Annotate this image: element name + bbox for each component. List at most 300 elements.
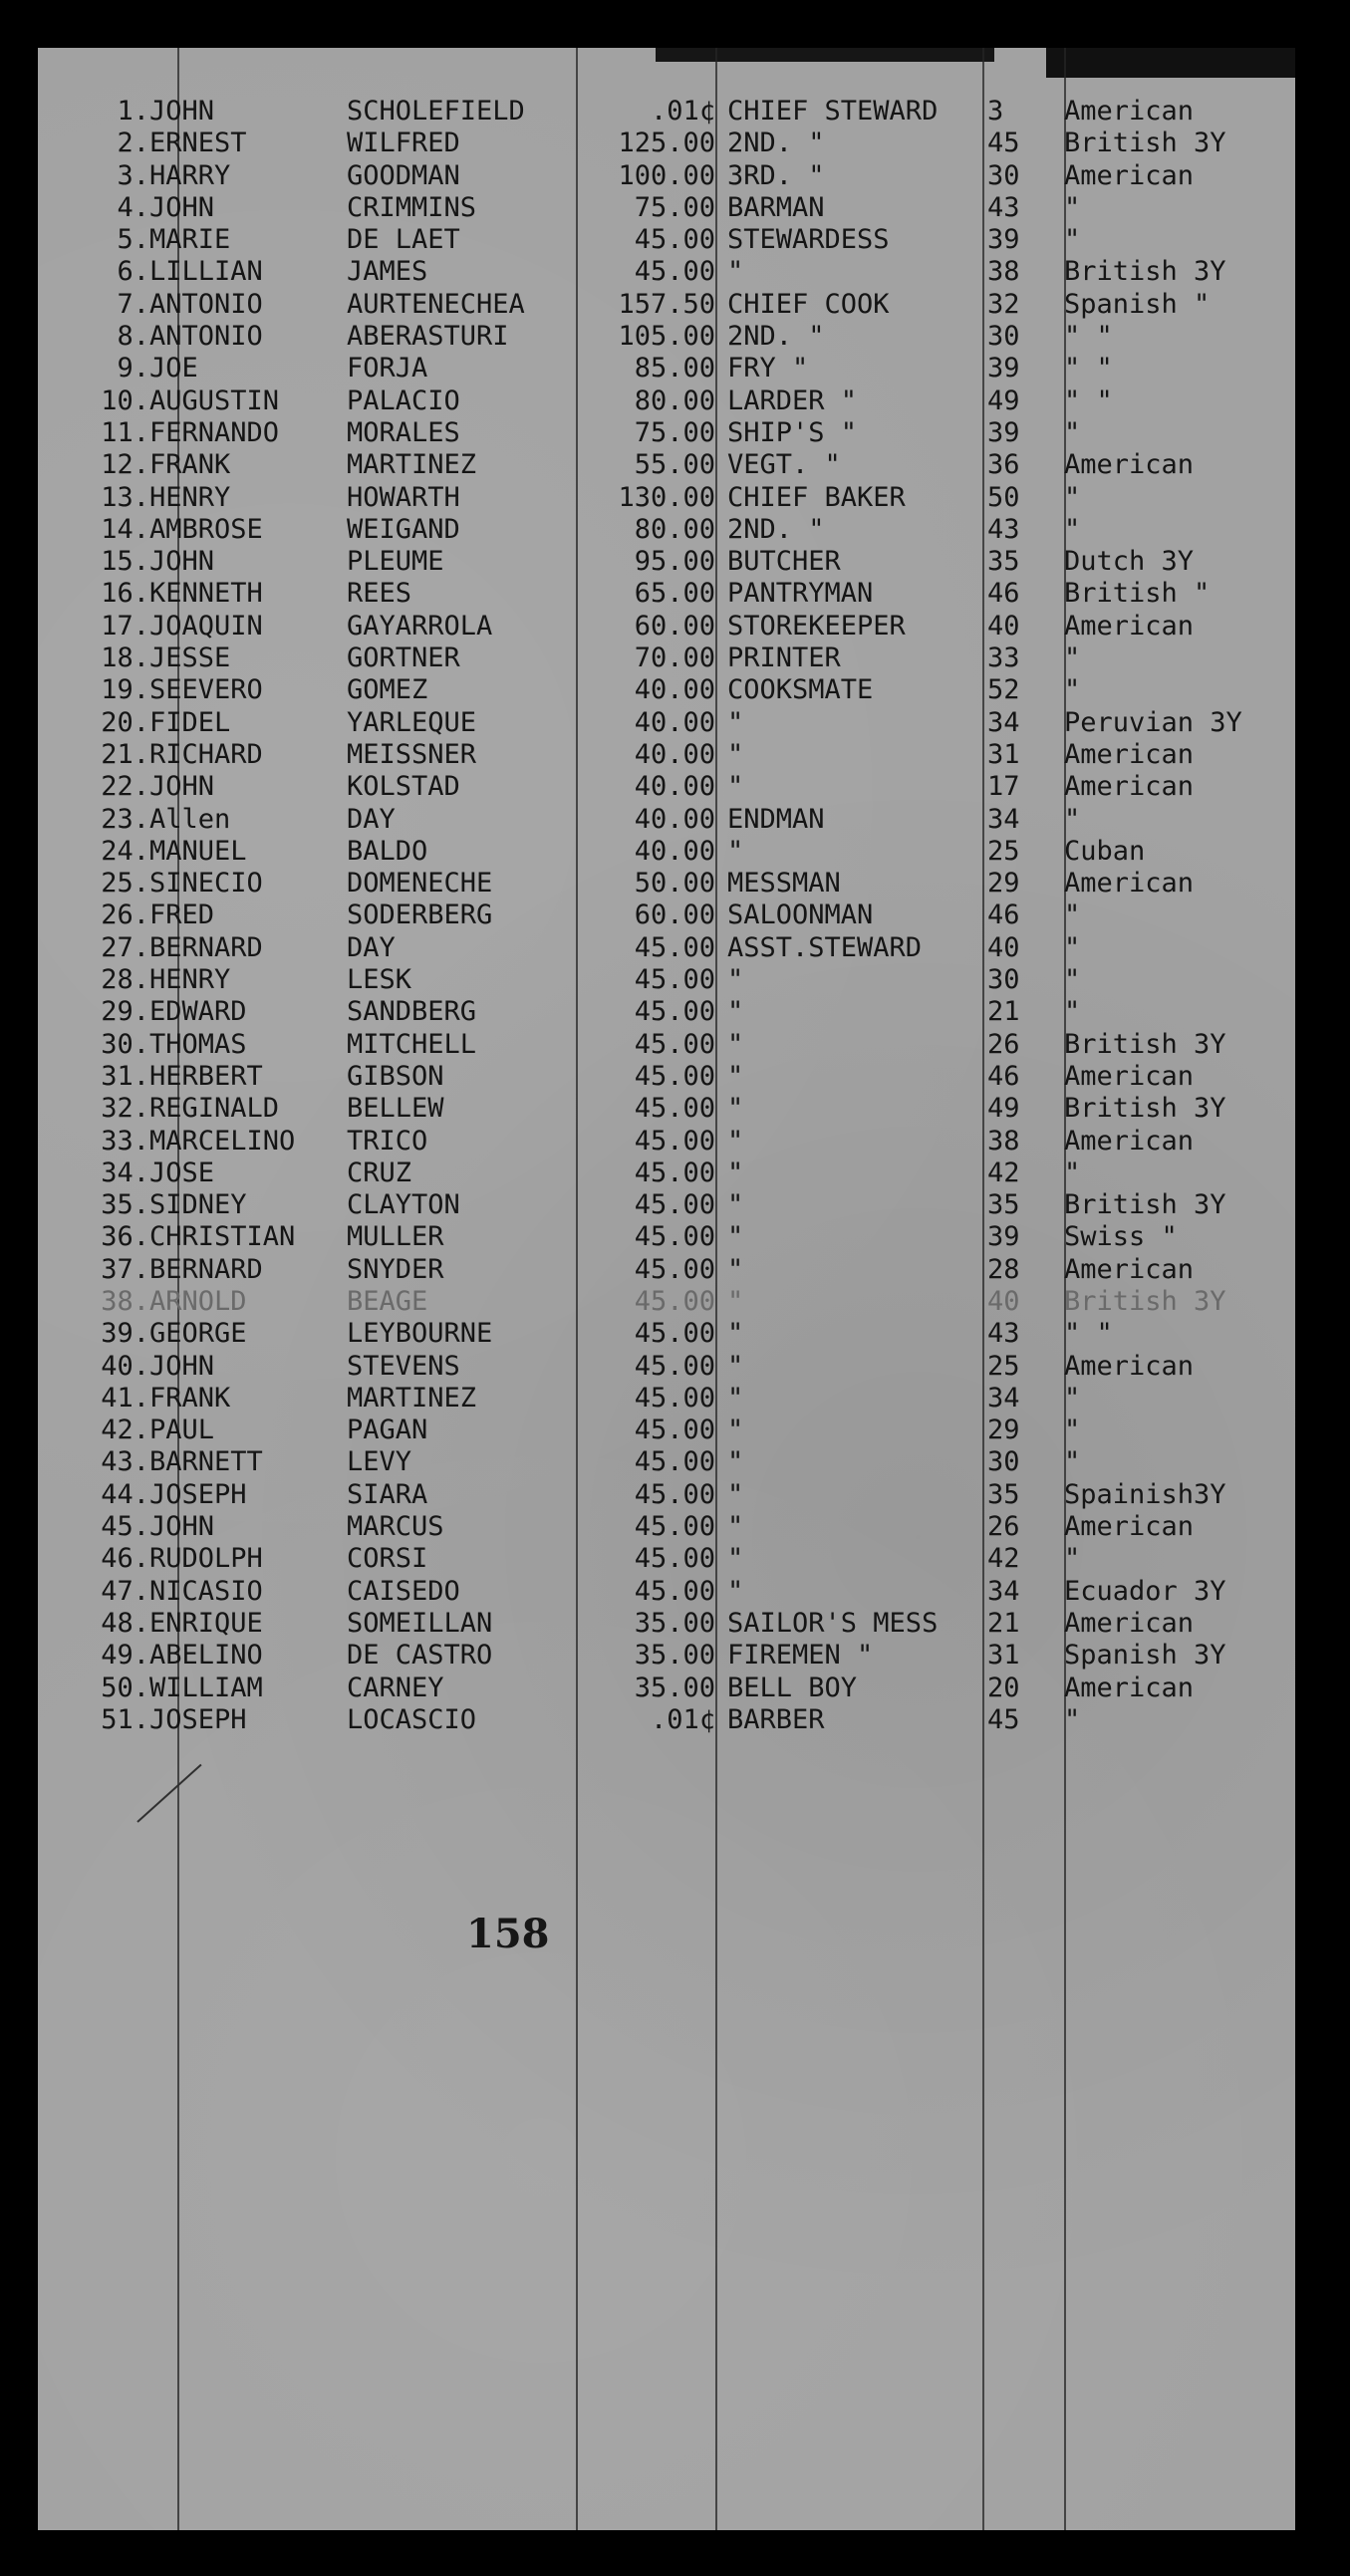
nationality: American [1064,868,1195,900]
first-name: CHRISTIAN [149,1221,296,1253]
pen-stroke [136,1764,201,1823]
crew-row [38,836,1295,868]
first-name: HARRY [149,159,231,191]
first-name: KENNETH [149,578,263,610]
scan-shadow-top [656,48,994,62]
nationality: American [1064,738,1195,770]
nationality: American [1064,610,1195,642]
scan-shadow-corner [1046,48,1295,78]
age: 38 [987,256,1020,288]
wage: 45.00 [634,256,715,288]
last-name: JAMES [347,256,428,288]
age: 52 [987,674,1020,706]
last-name: GOMEZ [347,674,428,706]
nationality: American [1064,1253,1195,1285]
first-name: JOHN [149,191,215,223]
wage: 45.00 [634,1253,715,1285]
position: " [727,1189,744,1221]
first-name: JOHN [149,546,215,578]
first-name: THOMAS [149,1028,247,1060]
position: " [727,1028,744,1060]
nationality: " [1064,1703,1081,1735]
age: 21 [987,1607,1020,1639]
first-name: EDWARD [149,996,247,1028]
row-number: 10. [101,385,149,416]
row-number: 46. [101,1543,149,1575]
first-name: AMBROSE [149,513,263,545]
crew-row [38,1061,1295,1093]
first-name: JESSE [149,643,231,674]
nationality: British 3Y [1064,256,1226,288]
last-name: BELLEW [347,1093,444,1125]
first-name: FRANK [149,449,231,481]
nationality: Dutch 3Y [1064,546,1195,578]
position: " [727,1093,744,1125]
age: 42 [987,1543,1020,1575]
nationality: Peruvian 3Y [1064,706,1242,738]
crew-row [38,160,1295,192]
age: 43 [987,513,1020,545]
crew-row [38,289,1295,321]
age: 43 [987,191,1020,223]
nationality: British 3Y [1064,1189,1226,1221]
wage: 45.00 [634,1060,715,1092]
nationality: " [1064,481,1081,513]
nationality: American [1064,1125,1195,1157]
wage: 40.00 [634,803,715,835]
position: SHIP'S " [727,416,858,448]
position: " [727,771,744,803]
last-name: MARTINEZ [347,1382,477,1414]
wage: 45.00 [634,1093,715,1125]
last-name: PAGAN [347,1415,428,1446]
nationality: " [1064,1415,1081,1446]
position: " [727,1543,744,1575]
nationality: American [1064,159,1195,191]
row-number: 32. [101,1093,149,1125]
page-number: 158 [466,1911,550,1957]
nationality: British " [1064,578,1211,610]
row-number: 50. [101,1672,149,1703]
row-number: 23. [101,803,149,835]
nationality: " [1064,964,1081,996]
crew-row [38,1254,1295,1286]
position: VEGT. " [727,449,841,481]
last-name: SIARA [347,1478,428,1510]
wage: 125.00 [618,128,715,159]
row-number: 8. [117,321,149,353]
row-number: 33. [101,1125,149,1157]
position: " [727,738,744,770]
wage: 65.00 [634,578,715,610]
wage: .01¢ [650,96,715,127]
first-name: NICASIO [149,1575,263,1607]
last-name: DE LAET [347,224,460,256]
row-number: 22. [101,771,149,803]
crew-row [38,192,1295,224]
wage: 130.00 [618,481,715,513]
position: MESSMAN [727,868,841,900]
last-name: CAISEDO [347,1575,460,1607]
last-name: DE CASTRO [347,1640,493,1672]
wage: .01¢ [650,1703,715,1735]
last-name: PALACIO [347,385,460,416]
age: 34 [987,706,1020,738]
wage: 60.00 [634,610,715,642]
wage: 80.00 [634,513,715,545]
age: 46 [987,578,1020,610]
position: " [727,1415,744,1446]
first-name: JOSE [149,1157,215,1188]
age: 39 [987,1221,1020,1253]
position: " [727,996,744,1028]
nationality: British 3Y [1064,1028,1226,1060]
nationality: " " [1064,1318,1113,1350]
nationality: " [1064,513,1081,545]
crew-row [38,386,1295,417]
position: PANTRYMAN [727,578,874,610]
nationality: American [1064,1607,1195,1639]
first-name: ANTONIO [149,288,263,320]
first-name: JOSEPH [149,1478,247,1510]
last-name: LEVY [347,1446,412,1478]
first-name: BARNETT [149,1446,263,1478]
position: 2ND. " [727,513,825,545]
position: " [727,964,744,996]
age: 25 [987,1350,1020,1382]
row-number: 37. [101,1253,149,1285]
last-name: SOMEILLAN [347,1607,493,1639]
wage: 40.00 [634,835,715,867]
row-number: 6. [117,256,149,288]
first-name: BERNARD [149,1253,263,1285]
last-name: REES [347,578,412,610]
wage: 40.00 [634,771,715,803]
age: 42 [987,1157,1020,1188]
row-number: 21. [101,738,149,770]
first-name: HERBERT [149,1060,263,1092]
position: " [727,1318,744,1350]
wage: 60.00 [634,900,715,931]
age: 38 [987,1125,1020,1157]
crew-row [38,1608,1295,1640]
last-name: MORALES [347,416,460,448]
position: " [727,1157,744,1188]
first-name: REGINALD [149,1093,280,1125]
row-number: 18. [101,643,149,674]
row-number: 19. [101,674,149,706]
age: 34 [987,803,1020,835]
last-name: CRIMMINS [347,191,477,223]
row-number: 11. [101,416,149,448]
nationality: " " [1064,385,1113,416]
nationality: Spainish3Y [1064,1478,1226,1510]
crew-row [38,1673,1295,1704]
age: 31 [987,738,1020,770]
position: " [727,706,744,738]
nationality: " [1064,931,1081,963]
row-number: 47. [101,1575,149,1607]
crew-row [38,1029,1295,1061]
nationality: British 3Y [1064,128,1226,159]
age: 30 [987,964,1020,996]
last-name: WEIGAND [347,513,460,545]
crew-row [38,739,1295,771]
crew-row [38,932,1295,964]
age: 17 [987,771,1020,803]
position: FIREMEN " [727,1640,874,1672]
row-number: 1. [117,96,149,127]
row-number: 16. [101,578,149,610]
crew-row [38,1576,1295,1608]
position: SAILOR'S MESS [727,1607,939,1639]
nationality: " [1064,996,1081,1028]
age: 28 [987,1253,1020,1285]
age: 49 [987,385,1020,416]
wage: 75.00 [634,191,715,223]
age: 25 [987,835,1020,867]
wage: 95.00 [634,546,715,578]
crew-row [38,482,1295,514]
nationality: " [1064,674,1081,706]
nationality: American [1064,96,1195,127]
first-name: JOHN [149,1350,215,1382]
nationality: American [1064,449,1195,481]
crew-row [38,514,1295,546]
wage: 50.00 [634,868,715,900]
crew-row [38,611,1295,643]
age: 45 [987,1703,1020,1735]
age: 40 [987,931,1020,963]
position: " [727,1446,744,1478]
wage: 45.00 [634,1415,715,1446]
nationality: " " [1064,353,1113,385]
wage: 45.00 [634,1382,715,1414]
wage: 45.00 [634,931,715,963]
row-number: 43. [101,1446,149,1478]
first-name: MARIE [149,224,231,256]
wage: 100.00 [618,159,715,191]
crew-row [38,1704,1295,1736]
nationality: Cuban [1064,835,1146,867]
row-number: 20. [101,706,149,738]
wage: 45.00 [634,1350,715,1382]
last-name: FORJA [347,353,428,385]
nationality: British 3Y [1064,1285,1226,1317]
row-number: 3. [117,159,149,191]
wage: 105.00 [618,321,715,353]
last-name: CLAYTON [347,1189,460,1221]
row-number: 26. [101,900,149,931]
first-name: GEORGE [149,1318,247,1350]
nationality: " [1064,416,1081,448]
first-name: FIDEL [149,706,231,738]
last-name: BEAGE [347,1285,428,1317]
nationality: " [1064,900,1081,931]
wage: 45.00 [634,1478,715,1510]
row-number: 27. [101,931,149,963]
last-name: SCHOLEFIELD [347,96,525,127]
row-number: 30. [101,1028,149,1060]
position: COOKSMATE [727,674,874,706]
first-name: SEEVERO [149,674,263,706]
last-name: LESK [347,964,412,996]
nationality: American [1064,1350,1195,1382]
position: STOREKEEPER [727,610,906,642]
first-name: BERNARD [149,931,263,963]
age: 31 [987,1640,1020,1672]
nationality: Ecuador 3Y [1064,1575,1226,1607]
crew-row [38,1318,1295,1350]
position: CHIEF COOK [727,288,890,320]
first-name: LILLIAN [149,256,263,288]
nationality: British 3Y [1064,1093,1226,1125]
wage: 35.00 [634,1607,715,1639]
position: PRINTER [727,643,841,674]
position: 2ND. " [727,128,825,159]
position: BARBER [727,1703,825,1735]
crew-row [38,1286,1295,1318]
last-name: CARNEY [347,1672,444,1703]
age: 46 [987,900,1020,931]
position: " [727,1350,744,1382]
row-number: 38. [101,1285,149,1317]
crew-row [38,353,1295,385]
age: 20 [987,1672,1020,1703]
nationality: Spanish 3Y [1064,1640,1226,1672]
crew-row [38,224,1295,256]
last-name: PLEUME [347,546,444,578]
wage: 45.00 [634,1285,715,1317]
last-name: DAY [347,803,396,835]
age: 26 [987,1028,1020,1060]
last-name: MULLER [347,1221,444,1253]
row-number: 35. [101,1189,149,1221]
row-number: 41. [101,1382,149,1414]
last-name: GIBSON [347,1060,444,1092]
crew-row [38,449,1295,481]
last-name: DAY [347,931,396,963]
position: " [727,1060,744,1092]
position: ASST.STEWARD [727,931,923,963]
position: LARDER " [727,385,858,416]
crew-row [38,1543,1295,1575]
last-name: MARTINEZ [347,449,477,481]
first-name: Allen [149,803,231,835]
crew-row [38,1479,1295,1511]
row-number: 29. [101,996,149,1028]
last-name: SANDBERG [347,996,477,1028]
crew-row [38,707,1295,739]
nationality: American [1064,1060,1195,1092]
crew-row [38,674,1295,706]
wage: 45.00 [634,1189,715,1221]
age: 30 [987,321,1020,353]
crew-row [38,1415,1295,1446]
row-number: 49. [101,1640,149,1672]
row-number: 42. [101,1415,149,1446]
wage: 45.00 [634,1446,715,1478]
age: 29 [987,868,1020,900]
row-number: 34. [101,1157,149,1188]
nationality: " [1064,643,1081,674]
wage: 45.00 [634,1221,715,1253]
first-name: ABELINO [149,1640,263,1672]
crew-row [38,1446,1295,1478]
crew-row [38,1093,1295,1125]
first-name: FRANK [149,1382,231,1414]
nationality: " [1064,803,1081,835]
last-name: MARCUS [347,1511,444,1543]
first-name: FRED [149,900,215,931]
wage: 45.00 [634,224,715,256]
crew-row [38,996,1295,1028]
wage: 75.00 [634,416,715,448]
crew-row [38,1511,1295,1543]
position: FRY " [727,353,809,385]
position: BUTCHER [727,546,841,578]
row-number: 9. [117,353,149,385]
last-name: CORSI [347,1543,428,1575]
nationality: " [1064,1382,1081,1414]
age: 34 [987,1382,1020,1414]
age: 30 [987,159,1020,191]
first-name: JOAQUIN [149,610,263,642]
first-name: PAUL [149,1415,215,1446]
age: 33 [987,643,1020,674]
position: 3RD. " [727,159,825,191]
age: 50 [987,481,1020,513]
wage: 45.00 [634,1125,715,1157]
last-name: GORTNER [347,643,460,674]
nationality: " [1064,224,1081,256]
nationality: Spanish " [1064,288,1211,320]
crew-row [38,321,1295,353]
position: SALOONMAN [727,900,874,931]
last-name: SODERBERG [347,900,493,931]
wage: 45.00 [634,1543,715,1575]
wage: 45.00 [634,1028,715,1060]
age: 35 [987,546,1020,578]
age: 36 [987,449,1020,481]
position: " [727,1382,744,1414]
row-number: 40. [101,1350,149,1382]
first-name: ENRIQUE [149,1607,263,1639]
last-name: LEYBOURNE [347,1318,493,1350]
first-name: RICHARD [149,738,263,770]
last-name: HOWARTH [347,481,460,513]
position: " [727,1575,744,1607]
first-name: RUDOLPH [149,1543,263,1575]
age: 35 [987,1189,1020,1221]
wage: 45.00 [634,1318,715,1350]
first-name: ANTONIO [149,321,263,353]
crew-row [38,964,1295,996]
row-number: 4. [117,191,149,223]
row-number: 7. [117,288,149,320]
first-name: JOHN [149,1511,215,1543]
first-name: FERNANDO [149,416,280,448]
position: BELL BOY [727,1672,858,1703]
age: 49 [987,1093,1020,1125]
document-page [38,48,1295,2530]
crew-list [38,96,1295,1736]
last-name: KOLSTAD [347,771,460,803]
last-name: STEVENS [347,1350,460,1382]
first-name: JOHN [149,771,215,803]
crew-row [38,1351,1295,1383]
age: 26 [987,1511,1020,1543]
